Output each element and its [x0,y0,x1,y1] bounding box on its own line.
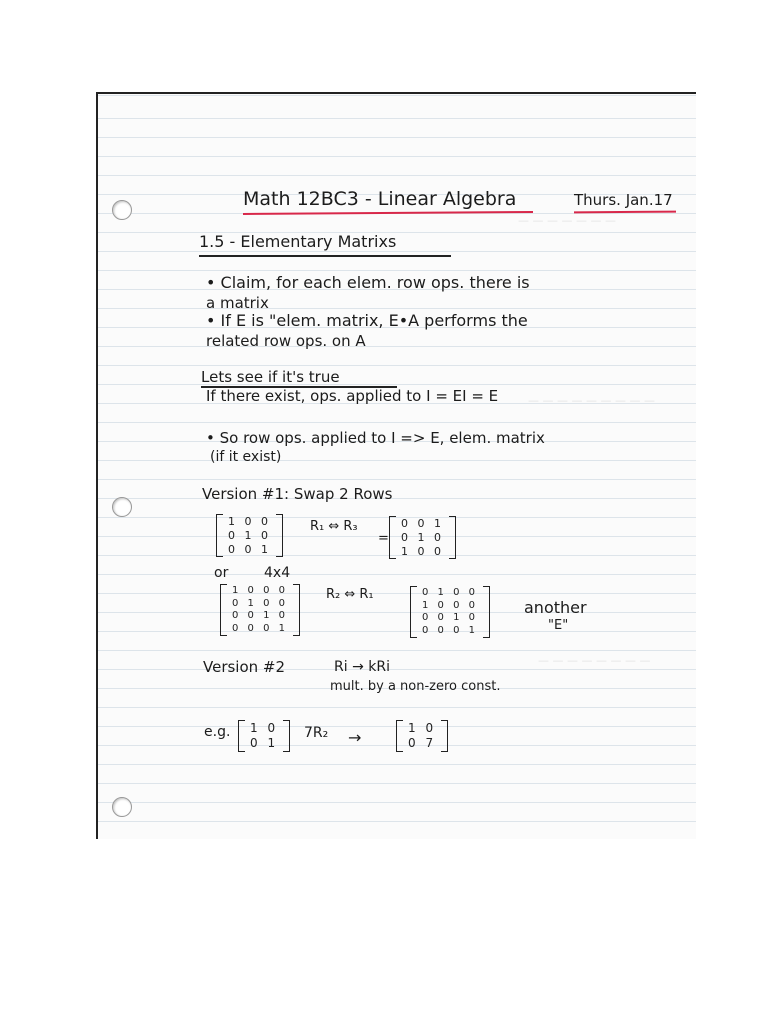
conclusion-line: (if it exist) [210,449,282,465]
left-bracket [216,514,223,557]
matrix-row: 0 0 0 1 [232,622,288,634]
scale-row-op: Ri → kRi [334,659,390,675]
section-title: 1.5 - Elementary Matrixs [199,232,397,251]
scale-note: mult. by a non-zero const. [330,679,501,694]
matrix-row: 0 1 0 0 [422,587,478,598]
matrix-row: 1 0 0 [401,544,444,558]
bleed-through-text: — — — — — — — [518,214,616,227]
right-bracket [276,514,283,557]
identity-matrix-3x3 [216,514,283,557]
left-bracket [410,586,417,638]
identity-matrix-2x2 [238,720,290,752]
matrix-row: 1 0 [408,721,437,735]
section-underline [199,255,451,257]
page-date: Thurs. Jan.17 [574,191,673,209]
matrix-row: 1 0 0 0 [232,585,288,596]
right-bracket [483,586,490,638]
claim-line: a matrix [206,294,269,312]
date-underline [574,211,676,214]
matrix-row: 0 1 0 0 [232,597,288,609]
another-e-label: "E" [548,618,569,633]
lets-see-line: If there exist, ops. applied to I = EI = E [206,387,499,405]
another-label: another [524,598,587,617]
left-bracket [396,720,403,752]
claim-line: related row ops. on A [206,332,366,350]
page-title: Math 12BC3 - Linear Algebra [243,188,517,210]
size-label: 4x4 [264,565,291,581]
matrix-row: 0 1 0 [401,530,444,544]
matrix-row: 1 0 0 0 [422,599,478,611]
matrix-row: 0 1 0 [228,528,271,542]
matrix-row: 0 0 0 1 [422,624,478,636]
scaled-matrix-2x2 [396,720,448,752]
claim-line: • Claim, for each elem. row ops. there is [206,273,530,292]
swapped-matrix-3x3 [389,516,456,559]
arrow: → [348,728,362,747]
row-swap-op: R₂ ⇔ R₁ [326,587,374,602]
matrix-row: 0 0 1 [401,517,444,530]
right-bracket [293,584,300,636]
swapped-matrix-4x4 [410,586,490,638]
bleed-through-text: — — — — — — — — [538,654,651,667]
right-bracket [449,516,456,559]
left-bracket [238,720,245,752]
binder-hole [112,200,132,220]
identity-matrix-4x4 [220,584,300,636]
scale-op: 7R₂ [304,725,329,741]
example-label: e.g. [204,724,231,740]
row-swap-op: R₁ ⇔ R₃ [310,519,358,534]
bleed-through-text: — — — — — — — — — [528,394,655,407]
equals-sign: = [378,531,389,546]
title-underline [243,211,533,215]
binder-hole [112,497,132,517]
matrix-row: 0 0 1 [228,542,271,556]
notebook-page [96,92,696,839]
lets-see-heading: Lets see if it's true [201,368,340,386]
left-bracket [389,516,396,559]
conclusion-line: • So row ops. applied to I => E, elem. matrix [206,429,545,447]
matrix-row: 0 0 1 0 [232,610,288,621]
version-1-label: Version #1: Swap 2 Rows [202,485,393,503]
right-bracket [283,720,290,752]
matrix-row: 0 0 1 0 [422,612,478,623]
matrix-row: 1 0 [250,721,279,735]
binder-hole [112,797,132,817]
matrix-row: 1 0 0 [228,515,271,528]
claim-line: • If E is "elem. matrix, E•A performs the [206,311,528,330]
version-2-label: Version #2 [203,658,286,676]
or-label: or [214,565,229,581]
left-bracket [220,584,227,636]
right-bracket [441,720,448,752]
matrix-row: 0 1 [250,736,279,750]
matrix-row: 0 7 [408,736,437,750]
